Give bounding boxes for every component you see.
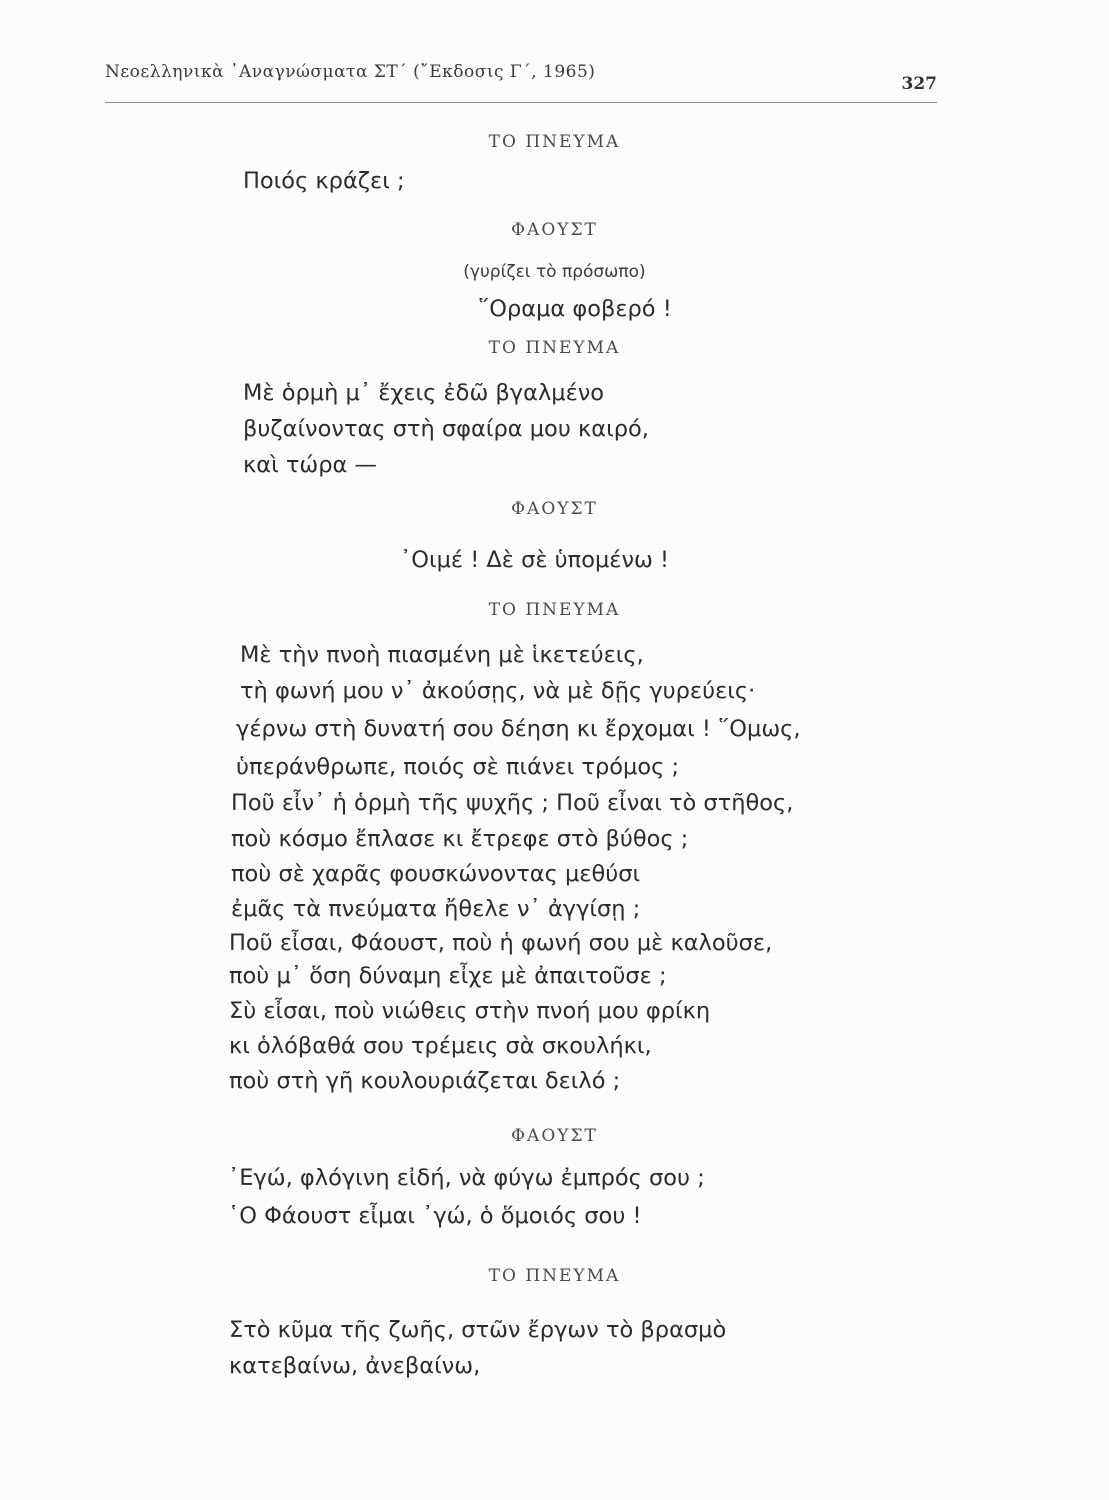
verse-line: Ποιός κράζει ; bbox=[243, 168, 405, 194]
speaker-name: ΦΑΟΥΣΤ bbox=[511, 499, 598, 519]
verse-line: Σὺ εἶσαι, ποὺ νιώθεις στὴν πνοή μου φρίκη bbox=[229, 998, 711, 1024]
verse-line: Μὲ τὴν πνοὴ πιασμένη μὲ ἱκετεύεις, bbox=[240, 642, 644, 668]
verse-line: Ποῦ εἶν᾿ ἡ ὁρμὴ τῆς ψυχῆς ; Ποῦ εἶναι τὸ στῆθος, bbox=[231, 790, 794, 816]
verse-line: κι ὁλόβαθά σου τρέμεις σὰ σκουλήκι, bbox=[229, 1033, 652, 1059]
speaker-name: ΤΟ ΠΝΕΥΜΑ bbox=[488, 600, 621, 620]
stage-direction: (γυρίζει τὸ πρόσωπο) bbox=[463, 262, 646, 282]
verse-line: ᾿Οιμέ ! Δὲ σὲ ὑπομένω ! bbox=[400, 547, 670, 573]
verse-line: ποὺ κόσμο ἔπλασε κι ἔτρεφε στὸ βύθος ; bbox=[231, 826, 689, 852]
speaker-name: ΤΟ ΠΝΕΥΜΑ bbox=[488, 132, 621, 152]
verse-line: ποὺ σὲ χαρᾶς φουσκώνοντας μεθύσι bbox=[231, 861, 641, 887]
verse-line: Ποῦ εἶσαι, Φάουστ, ποὺ ἡ φωνή σου μὲ καλοῦσε, bbox=[229, 930, 773, 956]
running-head: Νεοελληνικὰ ᾿Αναγνώσματα ΣΤ΄ (῎Εκδοσις Γ΄, 1965) bbox=[105, 62, 596, 82]
verse-line: καὶ τώρα — bbox=[243, 452, 378, 478]
verse-line: Μὲ ὁρμὴ μ᾿ ἔχεις ἐδῶ βγαλμένο bbox=[243, 380, 605, 406]
verse-line: ῞Οραμα φοβερό ! bbox=[478, 296, 672, 322]
verse-line: ῾Ο Φάουστ εἶμαι ᾿γώ, ὁ ὅμοιός σου ! bbox=[228, 1203, 642, 1229]
verse-line: κατεβαίνω, ἀνεβαίνω, bbox=[229, 1353, 481, 1379]
speaker-name: ΤΟ ΠΝΕΥΜΑ bbox=[488, 1266, 621, 1286]
verse-line: τὴ φωνή μου ν᾿ ἀκούσῃς, νὰ μὲ δῇς γυρεύεις· bbox=[240, 678, 756, 704]
verse-line: ὑπεράνθρωπε, ποιός σὲ πιάνει τρόμος ; bbox=[236, 754, 680, 780]
verse-line: γέρνω στὴ δυνατή σου δέηση κι ἔρχομαι ! ῞Ομως, bbox=[236, 716, 801, 742]
speaker-name: ΦΑΟΥΣΤ bbox=[511, 1126, 598, 1146]
verse-line: ἐμᾶς τὰ πνεύματα ἤθελε ν᾿ ἀγγίσῃ ; bbox=[231, 896, 641, 922]
verse-line: Στὸ κῦμα τῆς ζωῆς, στῶν ἔργων τὸ βρασμὸ bbox=[229, 1317, 727, 1343]
page-number: 327 bbox=[901, 74, 937, 94]
verse-line: βυζαίνοντας στὴ σφαίρα μου καιρό, bbox=[243, 416, 649, 442]
verse-line: ᾿Εγώ, φλόγινη εἰδή, νὰ φύγω ἐμπρός σου ; bbox=[228, 1165, 705, 1191]
verse-line: ποὺ μ᾿ ὅση δύναμη εἶχε μὲ ἀπαιτοῦσε ; bbox=[229, 963, 667, 989]
verse-line: ποὺ στὴ γῆ κουλουριάζεται δειλό ; bbox=[229, 1068, 621, 1094]
speaker-name: ΦΑΟΥΣΤ bbox=[511, 220, 598, 240]
page-header bbox=[105, 62, 937, 103]
speaker-name: ΤΟ ΠΝΕΥΜΑ bbox=[488, 338, 621, 358]
